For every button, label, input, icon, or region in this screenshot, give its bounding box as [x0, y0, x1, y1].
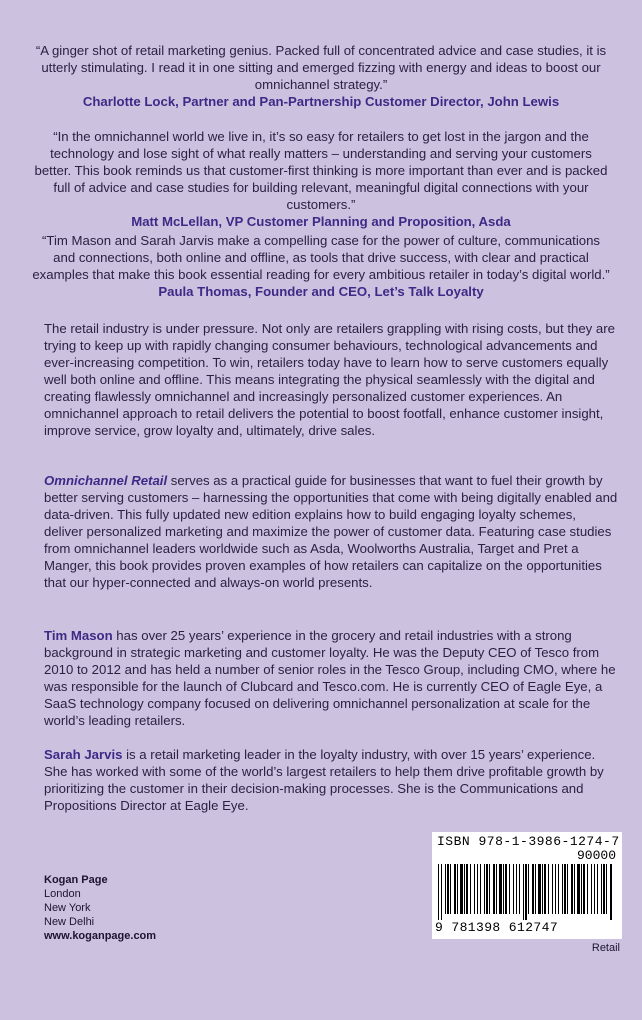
publisher-city: New York [44, 902, 91, 914]
category-label: Retail [591, 942, 620, 954]
publisher-url: www.koganpage.com [44, 930, 157, 942]
publisher-block [44, 873, 156, 943]
author-name: Sarah Jarvis [44, 747, 123, 762]
publisher-name: Kogan Page [44, 874, 108, 886]
barcode-bars [436, 864, 618, 920]
publisher-city: New Delhi [44, 916, 95, 928]
quote-3 [30, 232, 612, 300]
description-paragraph-1: The retail industry is under pressure. Not only are retailers grappling with rising costs, but they are trying to keep up with rapidly changing consumer behaviours, technological advancements and ever-increasing competition. To win, retailers today have to learn how to serve customers equally well both online and offline. This means integrating the physical seamlessly with the digital and creating flawlessly omnichannel and increasingly personalized customer experiences. An omnichannel approach to retail delivers the potential to boost footfall, enhance customer insight, improve service, grow loyalty and, ultimately, drive sales. [44, 321, 615, 438]
author-bio-sarah-jarvis [44, 746, 618, 814]
description-paragraph-2-text: serves as a practical guide for businesses that want to fuel their growth by better serving customers – harnessing the opportunities that come with being digitally enabled and data-driven. This fully updated new edition explains how to build engaging loyalty schemes, deliver personalized marketing and maximize the power of customer data. Featuring case studies from omnichannel leaders worldwide such as Asda, Woolworths Australia, Target and Pret a Manger, this book provides proven examples of how retailers can capitalize on the opportunities that our hyper-connected and always-on world presents. [44, 473, 618, 590]
quote-3-text: “Tim Mason and Sarah Jarvis make a compelling case for the power of culture, communications and connections, both online and offline, as tools that drive success, with clear and practical examples that make this book essential reading for every ambitious retailer in today’s digital world.” [32, 233, 610, 282]
quote-1 [30, 42, 612, 110]
quote-3-attribution: Paula Thomas, Founder and CEO, Let’s Talk Loyalty [158, 284, 484, 299]
quote-2-text: “In the omnichannel world we live in, it’s so easy for retailers to get lost in the jargon and the technology and lose sight of what really matters – understanding and serving your customers better. This book reminds us that customer-first thinking is more important than ever and is packed full of advice and case studies for building relevant, meaningful digital connections with your customers.” [34, 129, 608, 212]
barcode-digits: 9 781398 612747 [435, 920, 559, 935]
book-title: Omnichannel Retail [44, 473, 168, 488]
publisher-city: London [44, 888, 81, 900]
barcode-addon-digits: 90000 [576, 848, 616, 863]
quote-1-text: “A ginger shot of retail marketing genius. Packed full of concentrated advice and case studies, it is utterly stimulating. I read it in one sitting and emerged fizzing with energy and ideas to boost our omnichannel strategy.” [35, 43, 607, 92]
barcode-block [432, 832, 622, 939]
quote-1-attribution: Charlotte Lock, Partner and Pan-Partnership Customer Director, John Lewis [82, 94, 560, 109]
author-bio-text: is a retail marketing leader in the loyalty industry, with over 15 years’ experience. She has worked with some of the world’s largest retailers to help them drive profitable growth by prioritizing the customer in their decision-making processes. She is the Communications and Propositions Director at Eagle Eye. [44, 747, 604, 813]
author-name: Tim Mason [44, 628, 113, 643]
isbn-label: ISBN 978-1-3986-1274-7 [437, 834, 620, 849]
author-bio-text: has over 25 years’ experience in the grocery and retail industries with a strong background in strategic marketing and customer loyalty. He was the Deputy CEO of Tesco from 2010 to 2012 and has held a number of senior roles in the Tesco Group, including CMO, where he was responsible for the launch of Clubcard and Tesco.com. He is currently CEO of Eagle Eye, a SaaS technology company focused on delivering omnichannel personalization at scale for the world’s leading retailers. [44, 628, 616, 728]
description-paragraph-2 [44, 472, 618, 591]
author-bio-tim-mason [44, 627, 618, 729]
quote-2 [30, 128, 612, 230]
quote-2-attribution: Matt McLellan, VP Customer Planning and Proposition, Asda [131, 214, 511, 229]
